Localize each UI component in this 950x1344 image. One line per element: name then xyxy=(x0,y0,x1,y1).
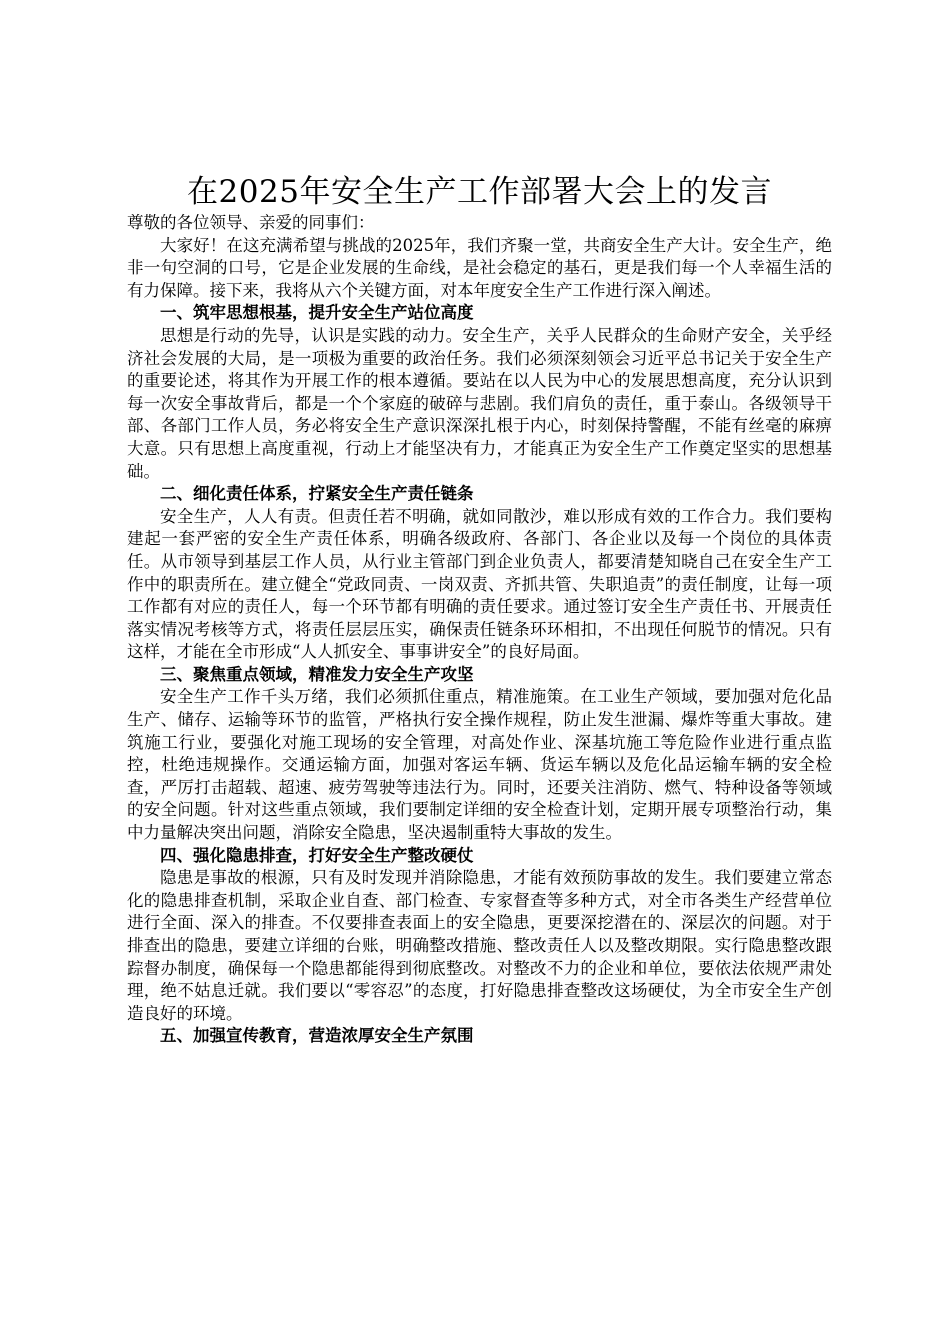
section-paragraph: 思想是行动的先导，认识是实践的动力。安全生产，关乎人民群众的生命财产安全，关乎经济社会发展的大局，是一项极为重要的政治任务。我们必须深刻领会习近平总书记关于安全生产的重要论述，将其作为开展工作的根本遵循。要站在以人民为中心的发展思想高度，充分认识到每一次安全事故背后，都是一个个家庭的破碎与悲剧。我们肩负的责任，重于泰山。各级领导干部、各部门工作人员，务必将安全生产意识深深扎根于内心，时刻保持警醒，不能有丝毫的麻痹大意。只有思想上高度重视，行动上才能坚决有力，才能真正为安全生产工作奠定坚实的思想基础。 xyxy=(127,325,832,481)
salutation: 尊敬的各位领导、亲爱的同事们： xyxy=(127,213,375,232)
document-title: 在2025年安全生产工作部署大会上的发言 xyxy=(187,174,772,210)
section-heading: 二、细化责任体系，拧紧安全生产责任链条 xyxy=(160,484,474,504)
section-heading: 一、筑牢思想根基，提升安全生产站位高度 xyxy=(160,303,474,323)
section-heading: 五、加强宣传教育，营造浓厚安全生产氛围 xyxy=(160,1026,474,1046)
section-paragraph: 隐患是事故的根源，只有及时发现并消除隐患，才能有效预防事故的发生。我们要建立常态化的隐患排查机制，采取企业自查、部门检查、专家督查等多种方式，对全市各类生产经营单位进行全面、深入的排查。不仅要排查表面上的安全隐患，更要深挖潜在的、深层次的问题。对于排查出的隐患，要建立详细的台账，明确整改措施、整改责任人以及整改期限。实行隐患整改跟踪督办制度，确保每一个隐患都能得到彻底整改。对整改不力的企业和单位，要依法依规严肃处理，绝不姑息迁就。我们要以“零容忍”的态度，打好隐患排查整改这场硬仗，为全市安全生产创造良好的环境。 xyxy=(127,868,832,1023)
section-paragraph: 安全生产，人人有责。但责任若不明确，就如同散沙，难以形成有效的工作合力。我们要构建起一套严密的安全生产责任体系，明确各级政府、各部门、各企业以及每一个岗位的具体责任。从市领导到基层工作人员，从行业主管部门到企业负责人，都要清楚知晓自己在安全生产工作中的职责所在。建立健全“党政同责、一岗双责、齐抓共管、失职追责”的责任制度，让每一项工作都有对应的责任人，每一个环节都有明确的责任要求。通过签订安全生产责任书、开展责任落实情况考核等方式，将责任层层压实，确保责任链条环环相扣，不出现任何脱节的情况。只有这样，才能在全市形成“人人抓安全、事事讲安全”的良好局面。 xyxy=(127,506,832,662)
section-paragraph: 安全生产工作千头万绪，我们必须抓住重点，精准施策。在工业生产领域，要加强对危化品生产、储存、运输等环节的监管，严格执行安全操作规程，防止发生泄漏、爆炸等重大事故。建筑施工行业，要强化对施工现场的安全管理，对高处作业、深基坑施工等危险作业进行重点监控，杜绝违规操作。交通运输方面，加强对客运车辆、货运车辆以及危化品运输车辆的安全检查，严厉打击超载、超速、疲劳驾驶等违法行为。同时，还要关注消防、燃气、特种设备等领域的安全问题。针对这些重点领域，我们要制定详细的安全检查计划，定期开展专项整治行动，集中力量解决突出问题，消除安全隐患，坚决遏制重特大事故的发生。 xyxy=(127,687,832,843)
section-heading: 四、强化隐患排查，打好安全生产整改硬仗 xyxy=(160,845,474,865)
intro-paragraph: 大家好！在这充满希望与挑战的2025年，我们齐聚一堂，共商安全生产大计。安全生产，绝非一句空洞的口号，它是企业发展的生命线，是社会稳定的基石，更是我们每一个人幸福生活的有力保障。接下来，我将从六个关键方面，对本年度安全生产工作进行深入阐述。 xyxy=(127,235,832,300)
document-page xyxy=(127,172,832,1048)
section-heading: 三、聚焦重点领域，精准发力安全生产攻坚 xyxy=(160,664,474,684)
